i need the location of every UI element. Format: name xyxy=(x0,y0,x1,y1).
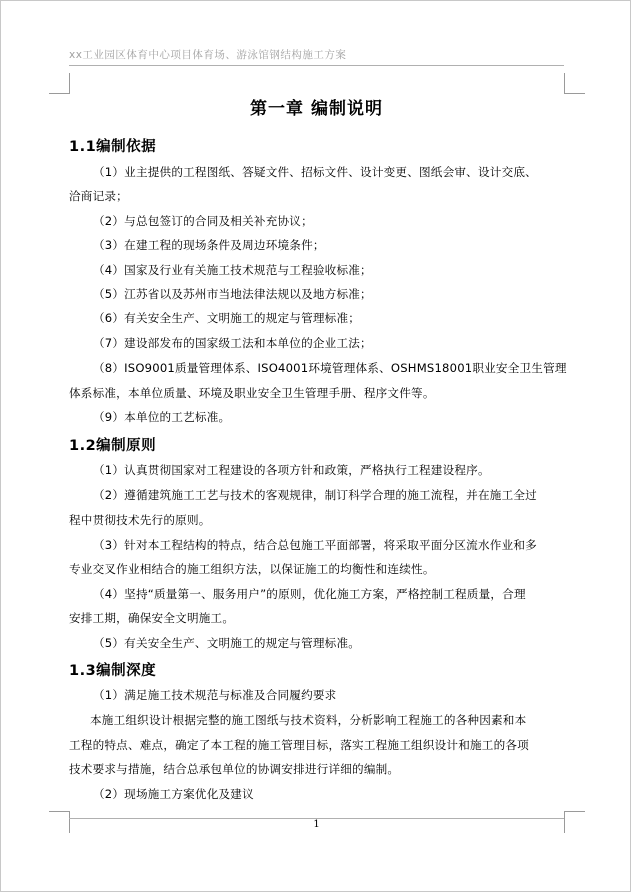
paragraph-line: 洽商记录； xyxy=(69,189,128,203)
section-heading: 1.1编制依据 xyxy=(69,139,157,155)
page-number: 1 xyxy=(313,819,320,830)
paragraph-line: （8）ISO9001质量管理体系、ISO4001环境管理体系、OSHMS18001职业安全卫生管理 xyxy=(93,361,567,375)
paragraph-line: （9）本单位的工艺标准。 xyxy=(93,410,231,424)
header-rule xyxy=(69,65,564,66)
section-heading: 1.3编制深度 xyxy=(69,663,157,679)
paragraph-line: 技术要求与措施，结合总承包单位的协调安排进行详细的编制。 xyxy=(69,762,400,776)
crop-mark-bottom-right xyxy=(564,811,585,812)
paragraph-line: 本施工组织设计根据完整的施工图纸与技术资料，分析影响工程施工的各种因素和本 xyxy=(90,713,527,727)
paragraph-line: （4）坚持“质量第一、服务用户”的原则，优化施工方案，严格控制工程质量，合理 xyxy=(93,587,526,601)
paragraph-line: （3）针对本工程结构的特点，结合总包施工平面部署，将采取平面分区流水作业和多 xyxy=(93,538,537,552)
paragraph-line: 专业交叉作业相结合的施工组织方法，以保证施工的均衡性和连续性。 xyxy=(69,562,435,576)
paragraph-line: （1）认真贯彻国家对工程建设的各项方针和政策，严格执行工程建设程序。 xyxy=(93,463,490,477)
paragraph-line: （3）在建工程的现场条件及周边环境条件； xyxy=(93,238,325,252)
running-header: xx工业园区体育中心项目体育场、游泳馆钢结构施工方案 xyxy=(69,49,347,61)
paragraph-line: （6）有关安全生产、文明施工的规定与管理标准； xyxy=(93,311,361,325)
section-heading: 1.2编制原则 xyxy=(69,438,157,454)
paragraph-line: （2）与总包签订的合同及相关补充协议； xyxy=(93,214,313,228)
paragraph-line: （7）建设部发布的国家级工法和本单位的企业工法； xyxy=(93,336,372,350)
paragraph-line: 工程的特点、难点，确定了本工程的施工管理目标，落实工程施工组织设计和施工的各项 xyxy=(69,738,529,752)
paragraph-line: （2）遵循建筑施工工艺与技术的客观规律，制订科学合理的施工流程，并在施工全过 xyxy=(93,488,537,502)
paragraph-line: （1）业主提供的工程图纸、答疑文件、招标文件、设计变更、图纸会审、设计交底、 xyxy=(93,165,537,179)
crop-mark-bottom-left xyxy=(49,811,70,812)
paragraph-line: 程中贯彻技术先行的原则。 xyxy=(69,513,211,527)
paragraph-line: （4）国家及行业有关施工技术规范与工程验收标准； xyxy=(93,263,372,277)
paragraph-line: （2）现场施工方案优化及建议 xyxy=(93,787,254,801)
paragraph-line: （5）有关安全生产、文明施工的规定与管理标准。 xyxy=(93,636,361,650)
crop-mark-top-left xyxy=(69,73,70,93)
chapter-title: 第一章 编制说明 xyxy=(250,99,383,119)
paragraph-line: （5）江苏省以及苏州市当地法律法规以及地方标准； xyxy=(93,287,372,301)
crop-mark-top-right xyxy=(564,73,565,93)
paragraph-line: 安排工期，确保安全文明施工。 xyxy=(69,611,235,625)
paragraph-line: （1）满足施工技术规范与标准及合同履约要求 xyxy=(93,688,337,702)
paragraph-line: 体系标准，本单位质量、环境及职业安全卫生管理手册、程序文件等。 xyxy=(69,386,435,400)
